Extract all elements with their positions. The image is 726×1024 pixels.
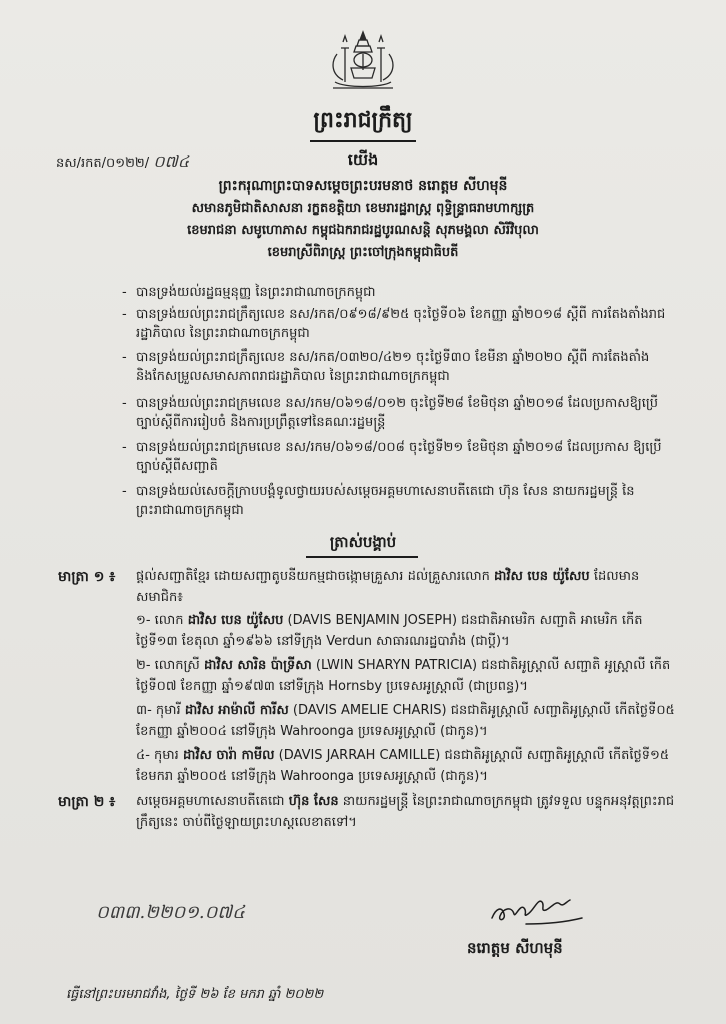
citation-bullet: - <box>122 350 127 365</box>
member-item: ៣- កុមារី ដាវិស អាម៉ាលី ការីស (DAVIS AMELIE CHARIS) ជនជាតិអូស្ត្រាលី សញ្ជាតិអូស្ត្រាលី កើតថ្ងៃទី០៥ ខែកញ្ញា ឆ្នាំ២០០៤ នៅទីក្រុង Wahroonga ប្រទេសអូស្ត្រាលី (ជាកូន)។ <box>136 703 675 739</box>
citation-item <box>122 348 666 386</box>
king-title-line-1: ព្រះករុណាព្រះបាទសម្តេចព្រះបរមនាថ នរោត្តម សីហមុនី <box>218 178 508 194</box>
article-1-label: មាត្រា ១ ៖ <box>58 569 116 585</box>
citation-text: បានទ្រង់យល់ព្រះរាជក្រឹត្យលេខ នស/រកត/០៩១៨/៩២៥ ចុះថ្ងៃទី០៦ ខែកញ្ញា ឆ្នាំ២០១៨ ស្តីពី ការតែងតាំងរាជរដ្ឋាភិបាល នៃព្រះរាជាណាចក្រកម្ពុជា <box>136 307 666 341</box>
citation-item <box>122 482 666 520</box>
reference-handwritten: ០៧៤ <box>153 152 190 171</box>
citation-text: បានទ្រង់យល់រដ្ឋធម្មនុញ្ញ នៃព្រះរាជាណាចក្រកម្ពុជា <box>136 285 376 300</box>
king-title-line-2: សមានភូមិជាតិសាសនា រក្ខតខត្តិយា ខេមរារដ្ឋរាស្ត្រ ពុទ្ធិន្ទ្រាធរាមហាក្សត្រ <box>191 201 535 216</box>
member-name: ដាវិស បេន យ៉ូសែប <box>187 613 284 628</box>
section-heading: ត្រាស់បង្គាប់ <box>329 533 397 551</box>
section-underline <box>306 556 418 558</box>
royal-signature-icon <box>486 894 586 928</box>
citation-item <box>122 283 666 302</box>
royal-coat-of-arms-icon <box>323 30 403 94</box>
citation-bullet: - <box>122 484 127 499</box>
citation-bullet: - <box>122 440 127 455</box>
signer-name: នរោត្តម សីហមុនី <box>467 939 563 957</box>
we-heading: យើង <box>347 150 379 169</box>
citation-item <box>122 305 666 343</box>
reference-prefix: នស/រកត/០១២២/ <box>56 156 150 171</box>
member-item: ៤- កុមារ ដាវិស ចារ៉ា កាមីល (DAVIS JARRAH CAMILLE) ជនជាតិអូស្ត្រាលី សញ្ជាតិអូស្ត្រាលី កើតថ្ងៃទី១៥ ខែមករា ឆ្នាំ២០០៥ នៅទីក្រុង Wahroonga ប្រទេសអូស្ត្រាលី (ជាកូន)។ <box>136 748 670 784</box>
member-name: ដាវិស អាម៉ាលី ការីស <box>184 703 289 718</box>
handwritten-reference: ០៣៣.២២០១.០៧៤ <box>96 902 245 923</box>
article-2-text: សម្តេចអគ្គមហាសេនាបតីតេជោ ហ៊ុន សែន នាយករដ្ឋមន្ត្រី នៃព្រះរាជាណាចក្រកម្ពុជា ត្រូវទទួល បន្ទុកអនុវត្តព្រះរាជក្រឹត្យនេះ ចាប់ពីថ្ងៃឡាយព្រះហស្តលេខាតទៅ។ <box>136 794 675 830</box>
family-name: ដាវិស បេន យ៉ូសែប <box>493 569 590 584</box>
citation-bullet: - <box>122 396 127 411</box>
citation-text: បានទ្រង់យល់ព្រះរាជក្រមលេខ នស/រកម/០៦១៨/០០៨ ចុះថ្ងៃទី២១ ខែមិថុនា ឆ្នាំ២០១៨ ដែលប្រកាស ឱ្យប្រើច្បាប់ស្តីពីសញ្ជាតិ <box>136 440 662 474</box>
title-underline <box>310 140 416 142</box>
member-item: ២- លោកស្រី ដាវិស សារិន ប៉ាទ្រីសា (LWIN SHARYN PATRICIA) ជនជាតិអូស្ត្រាលី សញ្ជាតិ អូស្ត្រាលី កើតថ្ងៃទី០៧ ខែកញ្ញា ឆ្នាំ១៩៧៣ នៅទីក្រុង Hornsby ប្រទេសអូស្ត្រាលី (ជាប្រពន្ធ)។ <box>136 658 671 694</box>
citation-text: បានទ្រង់យល់សេចក្តីក្រាបបង្គំទូលថ្វាយរបស់សម្តេចអគ្គមហាសេនាបតីតេជោ ហ៊ុន សែន នាយករដ្ឋមន្ត្រី នៃព្រះរាជាណាចក្រកម្ពុជា <box>136 484 635 518</box>
citation-item <box>122 438 666 476</box>
king-title-line-4: ខេមរាស្រីពិរាស្ត្រ ព្រះចៅក្រុងកម្ពុជាធិបតី <box>267 245 459 260</box>
prime-minister-name: ហ៊ុន សែន <box>288 794 339 809</box>
article-2-label: មាត្រា ២ ៖ <box>58 794 116 810</box>
document-title: ព្រះរាជក្រឹត្យ <box>313 108 413 133</box>
article-1-intro: ផ្តល់សញ្ជាតិខ្មែរ ដោយសញ្ជាតូបនីយកម្មជាចង្កោមគ្រួសារ ដល់គ្រួសារលោក ដាវិស បេន យ៉ូសែប ដែលមានសមាជិក៖ <box>136 569 640 605</box>
citation-bullet: - <box>122 307 127 322</box>
citation-text: បានទ្រង់យល់ព្រះរាជក្រឹត្យលេខ នស/រកត/០៣២០/៤២១ ចុះថ្ងៃទី៣០ ខែមីនា ឆ្នាំ២០២០ ស្តីពី ការតែងតាំងនិងកែសម្រួលសមាសភាពរាជរដ្ឋាភិបាល នៃព្រះរាជាណាចក្រកម្ពុជា <box>136 350 650 384</box>
citation-bullet: - <box>122 285 127 300</box>
member-item: ១- លោក ដាវិស បេន យ៉ូសែប (DAVIS BENJAMIN JOSEPH) ជនជាតិអាមេរិក សញ្ជាតិ អាមេរិក កើតថ្ងៃទី១៣ ខែតុលា ឆ្នាំ១៩៦៦ នៅទីក្រុង Verdun សាធារណរដ្ឋបារាំង (ជាប្តី)។ <box>136 613 643 649</box>
given-at-line: ធ្វើនៅព្រះបរមរាជវាំង, ថ្ងៃទី ២៦ ខែ មករា ឆ្នាំ ២០២២ <box>66 987 324 1002</box>
citation-text: បានទ្រង់យល់ព្រះរាជក្រមលេខ នស/រកម/០៦១៨/០១២ ចុះថ្ងៃទី២៨ ខែមិថុនា ឆ្នាំ២០១៨ ដែលប្រកាសឱ្យប្រើច្បាប់ស្តីពីការរៀបចំ និងការប្រព្រឹត្តទៅនៃគណៈរដ្ឋមន្ត្រី <box>136 396 658 430</box>
member-name: ដាវិស សារិន ប៉ាទ្រីសា <box>203 658 312 673</box>
king-title-line-3: ខេមរាជនា សមូហោភាស កម្ពុជឯករាជរដ្ឋបូរណសន្តិ សុភមង្គលា សិរីវិបុលា <box>187 223 539 238</box>
member-name: ដាវិស ចារ៉ា កាមីល <box>182 748 275 763</box>
citation-item <box>122 394 666 432</box>
